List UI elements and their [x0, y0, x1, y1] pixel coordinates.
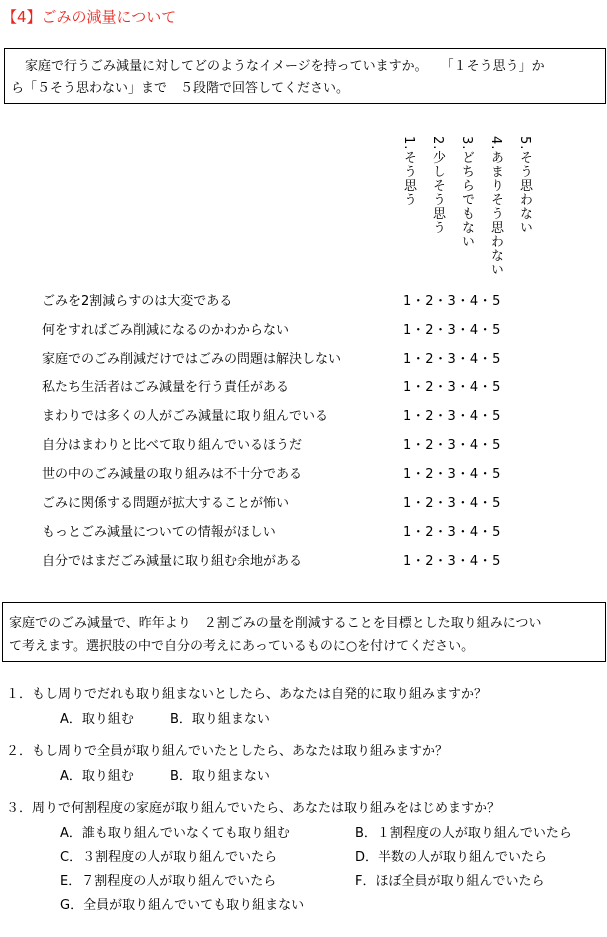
scale-header-2: 2.少しそう思う: [430, 136, 445, 235]
q2-option-a[interactable]: A．取り組む: [60, 769, 134, 784]
question-1: １．もし周りでだれも取り組まないとしたら、あなたは自発的に取り組みますか？: [6, 687, 488, 702]
q3-option-e[interactable]: E．７割程度の人が取り組んでいたら: [60, 874, 277, 889]
item-label: 世の中のごみ減量の取り組みは不十分である: [42, 467, 303, 482]
question-2: ２．もし周りで全員が取り組んでいたとしたら、あなたは取り組みますか？: [6, 744, 449, 759]
intro-line-2: ら「５そう思わない」まで ５段階で回答してください。: [11, 81, 350, 96]
q3-option-f[interactable]: F．ほぼ全員が取り組んでいたら: [355, 874, 545, 889]
item-label: 家庭でのごみ削減だけではごみの問題は解決しない: [42, 352, 342, 367]
item-label: 何をすればごみ削減になるのかわからない: [42, 323, 290, 338]
item-label: まわりでは多くの人がごみ減量に取り組んでいる: [42, 409, 329, 424]
q3-option-g[interactable]: G．全員が取り組んでいても取り組まない: [60, 898, 305, 913]
item-scale[interactable]: 1・2・3・4・5: [403, 352, 501, 367]
item-label: 私たち生活者はごみ減量を行う責任がある: [42, 380, 290, 395]
q1-option-b[interactable]: B．取り組まない: [170, 712, 270, 727]
instruction-line-1: 家庭でのごみ減量で、昨年より ２割ごみの量を削減することを目標とした取り組みについ: [9, 616, 542, 631]
intro-line-1: 家庭で行うごみ減量に対してどのようなイメージを持っていますか。 「１そう思う」か: [25, 59, 545, 74]
item-label: 自分ではまだごみ減量に取り組む余地がある: [42, 554, 303, 569]
item-label: ごみに関係する問題が拡大することが怖い: [42, 496, 290, 511]
item-scale[interactable]: 1・2・3・4・5: [403, 467, 501, 482]
item-scale[interactable]: 1・2・3・4・5: [403, 323, 501, 338]
item-scale[interactable]: 1・2・3・4・5: [403, 294, 501, 309]
instruction-line-2: て考えます。選択肢の中で自分の考えにあっているものに○を付けてください。: [9, 639, 475, 654]
scale-header-3: 3.どちらでもない: [459, 136, 474, 249]
q2-option-b[interactable]: B．取り組まない: [170, 769, 270, 784]
intro-box: [4, 48, 606, 104]
section-title: 【4】ごみの減量について: [2, 8, 177, 26]
item-scale[interactable]: 1・2・3・4・5: [403, 438, 501, 453]
item-label: 自分はまわりと比べて取り組んでいるほうだ: [42, 438, 303, 453]
q3-option-b[interactable]: B．１割程度の人が取り組んでいたら: [355, 826, 572, 841]
item-scale[interactable]: 1・2・3・4・5: [403, 409, 501, 424]
instruction-box: [2, 602, 606, 662]
q1-option-a[interactable]: A．取り組む: [60, 712, 134, 727]
scale-header-1: 1.そう思う: [401, 136, 416, 207]
item-scale[interactable]: 1・2・3・4・5: [403, 380, 501, 395]
scale-header-4: 4.あまりそう思わない: [488, 136, 503, 277]
item-label: ごみを2割減らすのは大変である: [42, 294, 233, 309]
item-scale[interactable]: 1・2・3・4・5: [403, 525, 501, 540]
q3-option-a[interactable]: A．誰も取り組んでいなくても取り組む: [60, 826, 290, 841]
question-3: ３．周りで何割程度の家庭が取り組んでいたら、あなたは取り組みをはじめますか？: [6, 801, 501, 816]
q3-option-c[interactable]: C．３割程度の人が取り組んでいたら: [60, 850, 278, 865]
q3-option-d[interactable]: D．半数の人が取り組んでいたら: [355, 850, 548, 865]
item-scale[interactable]: 1・2・3・4・5: [403, 554, 501, 569]
scale-header-5: 5.そう思わない: [517, 136, 532, 235]
item-label: もっとごみ減量についての情報がほしい: [42, 525, 276, 540]
item-scale[interactable]: 1・2・3・4・5: [403, 496, 501, 511]
